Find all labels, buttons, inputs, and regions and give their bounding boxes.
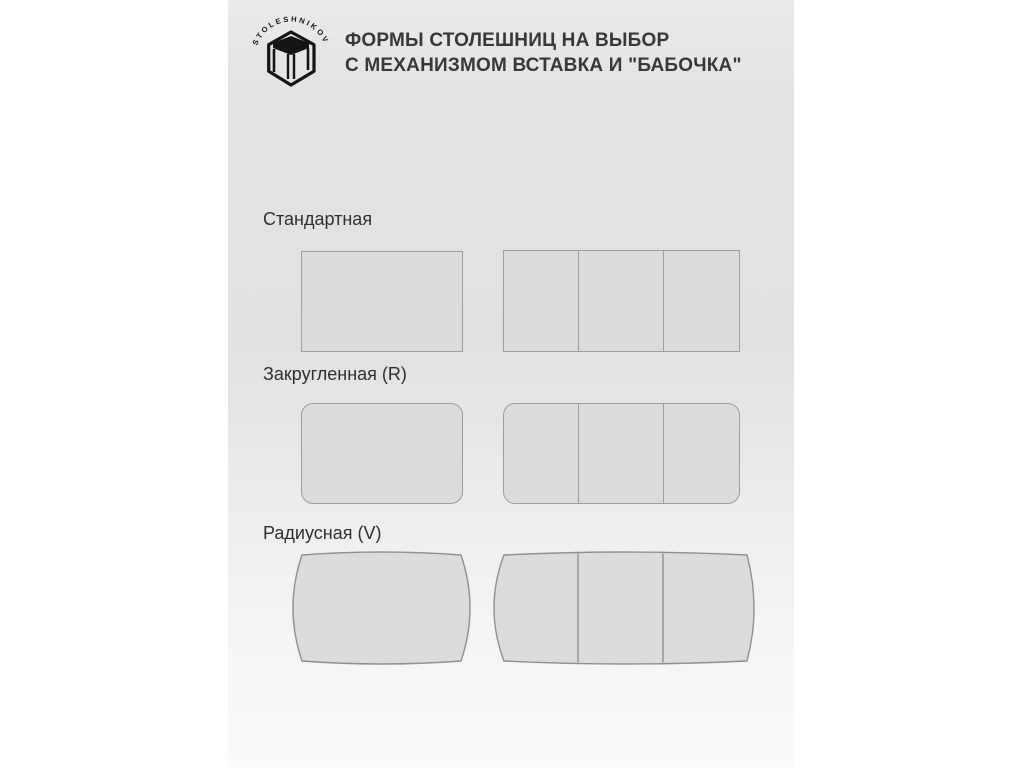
tabletop-rounded-extended — [503, 403, 740, 504]
brand-logo — [241, 8, 341, 108]
section-label-rounded: Закругленная (R) — [263, 364, 407, 384]
section-label-radius: Радиусная (V) — [263, 523, 382, 543]
tabletop-radius-extended — [493, 552, 755, 664]
tabletop-rounded-single — [301, 403, 463, 504]
tabletop-standard-extended — [503, 250, 740, 352]
leaf-divider — [663, 404, 665, 503]
tabletop-standard-single — [301, 251, 463, 352]
leaf-divider — [578, 404, 580, 503]
page-title-line2: С МЕХАНИЗМОМ ВСТАВКА И "БАБОЧКА" — [345, 55, 742, 76]
leaf-divider — [578, 251, 580, 351]
brand-name-arc-text: STOLESHNIKOV — [250, 14, 332, 47]
leaf-divider — [663, 251, 665, 351]
section-label-standard: Стандартная — [263, 209, 373, 229]
poster-canvas — [228, 0, 794, 768]
tabletop-radius-single — [293, 552, 470, 664]
hexagon-table-icon — [269, 32, 314, 85]
page-title — [345, 28, 765, 78]
page-title-line1: ФОРМЫ СТОЛЕШНИЦ НА ВЫБОР — [345, 30, 670, 51]
